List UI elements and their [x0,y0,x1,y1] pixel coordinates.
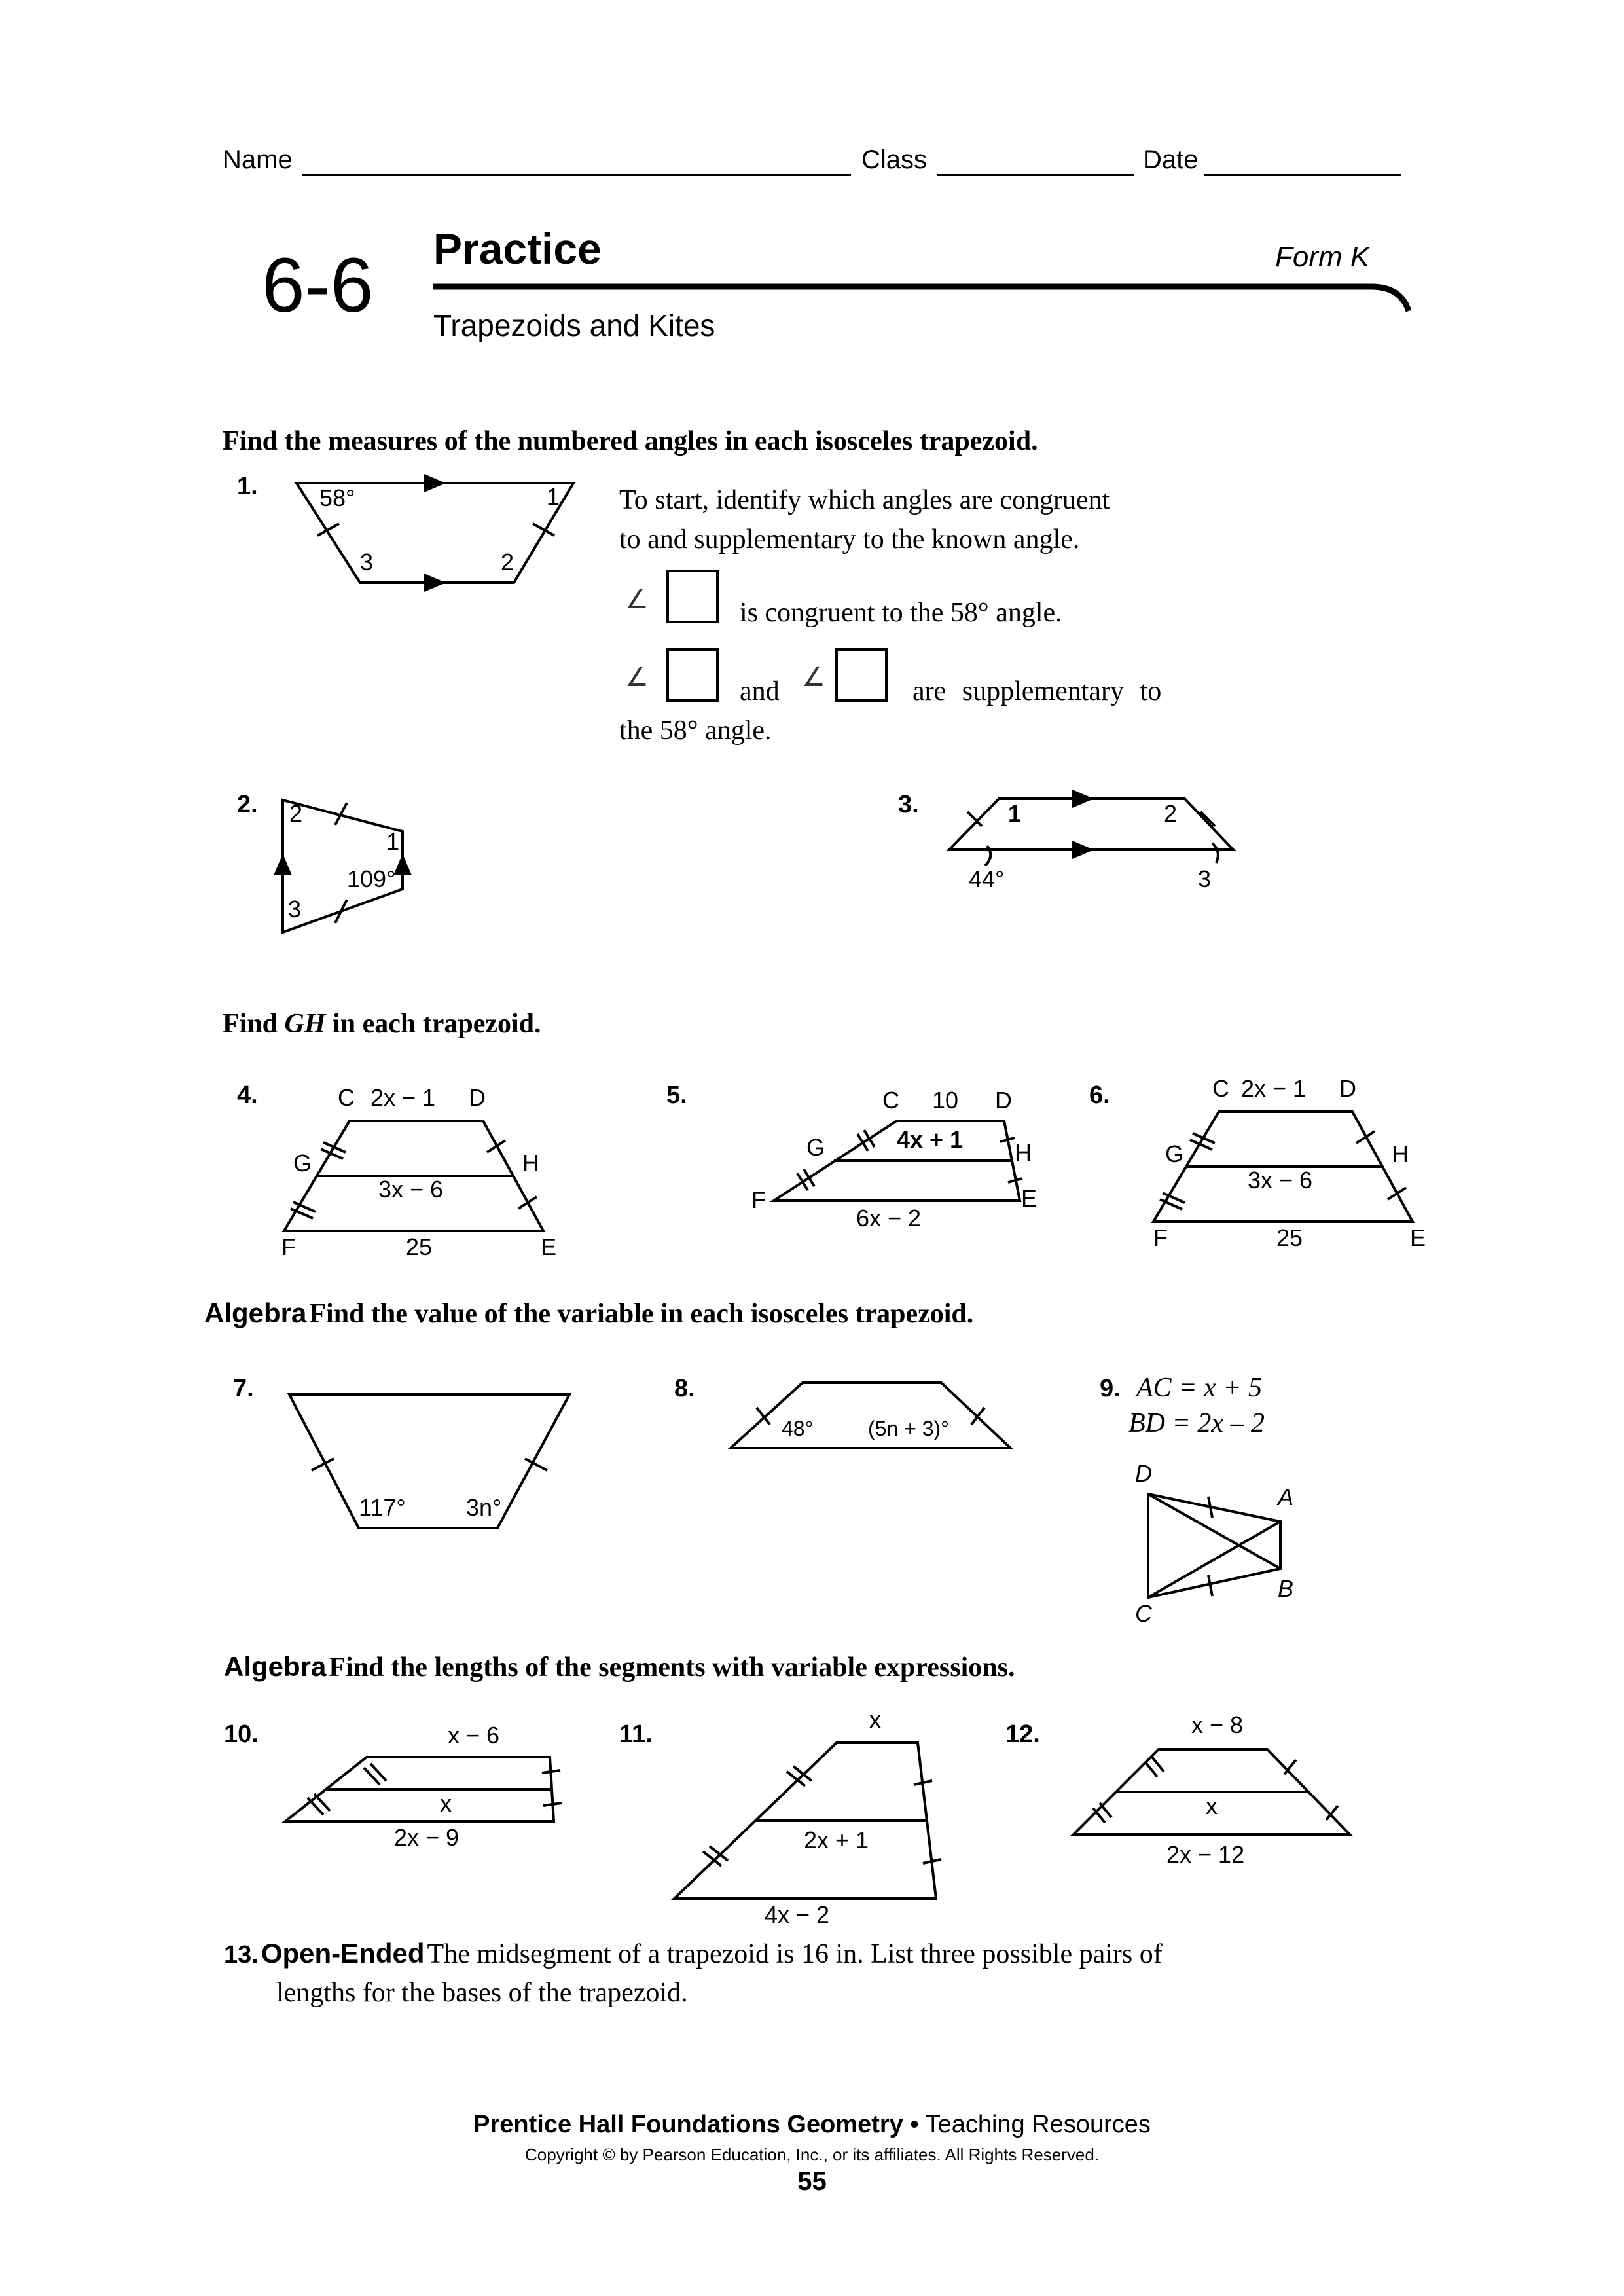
p3-number: 3. [898,791,919,818]
page-number: 55 [797,2167,827,2196]
section3-prefix: Algebra [204,1298,307,1328]
p3-label-2: 2 [1164,800,1178,827]
footer-book-title: Prentice Hall Foundations Geometry [473,2111,903,2138]
section2-instruction: Find GH in each trapezoid. [223,1009,541,1039]
p1-label-1: 1 [547,483,560,510]
name-label: Name [223,145,293,174]
angle-symbol-icon: ∠ [625,585,649,615]
p12-label-top: x − 8 [1191,1711,1244,1738]
p1-and-text: and [740,676,780,706]
footer-book-rest: Teaching Resources [925,2111,1151,2138]
p5-label-F: F [751,1186,766,1213]
p7-label-117: 117° [359,1494,406,1521]
section3-instruction: Find the value of the variable in each isosceles trapezoid. [309,1299,974,1329]
p12-label-bottom: 2x − 12 [1166,1841,1245,1868]
p5-label-H: H [1015,1139,1032,1166]
p1-label-58: 58° [319,484,355,511]
p1-supp-text2: the 58° angle. [619,716,772,746]
p12-number: 12. [1005,1721,1040,1748]
p4-label-F: F [281,1233,296,1260]
class-label: Class [861,145,928,174]
p4-label-mid: 3x − 6 [378,1176,444,1203]
p5-label-G: G [806,1134,825,1161]
p1-label-2: 2 [501,549,514,575]
form-label: Form K [1275,241,1370,273]
p3-label-3: 3 [1198,866,1212,892]
p11-number: 11. [619,1721,653,1748]
section1-instruction: Find the measures of the numbered angles in each isosceles trapezoid. [223,426,1038,456]
p2-label-109: 109° [347,866,396,892]
p6-label-F: F [1153,1224,1168,1251]
p8-label-5n3: (5n + 3)° [868,1417,949,1440]
p5-label-mid: 4x + 1 [897,1126,964,1153]
p5-label-top: 10 [932,1087,959,1114]
p6-label-mid: 3x − 6 [1248,1167,1313,1194]
p4-label-C: C [338,1084,355,1111]
p11-label-top: x [869,1706,881,1733]
p6-label-E: E [1410,1224,1426,1251]
p3-label-1: 1 [1008,800,1022,827]
p6-number: 6. [1089,1082,1110,1109]
p6-label-D: D [1339,1075,1356,1102]
p11-label-mid: 2x + 1 [804,1827,869,1853]
p4-number: 4. [237,1082,258,1109]
p9-eq1: AC = x + 5 [1136,1373,1262,1403]
p9-label-C: C [1135,1600,1152,1627]
p1-number: 1. [237,473,258,500]
p4-label-E: E [541,1233,557,1260]
p1-hint-line2: to and supplementary to the known angle. [619,524,1080,555]
p5-label-bottom: 6x − 2 [856,1205,922,1231]
p1-label-3: 3 [360,549,374,575]
footer-copyright: Copyright © by Pearson Education, Inc., or its affiliates. All Rights Reserved. [524,2145,1100,2164]
p4-label-H: H [522,1150,539,1176]
p7-label-3n: 3n° [466,1494,502,1521]
p8-label-48: 48° [782,1417,814,1440]
page-subtitle: Trapezoids and Kites [433,308,715,342]
angle-symbol-icon: ∠ [802,663,825,693]
p1-hint-line1: To start, identify which angles are congruent [619,485,1110,515]
footer-book [0,2111,1624,2139]
p3-label-44: 44° [969,866,1005,892]
p13-text1: The midsegment of a trapezoid is 16 in. List three possible pairs of [427,1939,1163,1969]
p13-text2: lengths for the bases of the trapezoid. [276,1978,688,2008]
p5-number: 5. [666,1082,687,1109]
p5-label-C: C [882,1087,899,1114]
p10-label-top: x − 6 [448,1722,500,1749]
p6-label-bottom: 25 [1276,1224,1303,1251]
p4-label-D: D [469,1084,486,1111]
p4-label-top: 2x − 1 [370,1084,436,1111]
p9-number: 9. [1100,1375,1121,1402]
lesson-number: 6-6 [262,242,374,329]
p9-label-B: B [1278,1575,1294,1602]
p6-label-G: G [1165,1140,1184,1167]
p10-number: 10. [224,1721,259,1748]
p13-line1 [224,1938,1163,1970]
p2-number: 2. [237,791,258,818]
p5-label-E: E [1021,1185,1038,1212]
footer-bullet: • [910,2111,919,2138]
p2-label-2: 2 [289,800,303,827]
section4-prefix: Algebra [224,1651,327,1682]
p9-label-D: D [1135,1460,1152,1487]
section4-instruction: Find the lengths of the segments with variable expressions. [329,1652,1015,1683]
page-title: Practice [433,225,602,273]
p6-label-C: C [1212,1075,1229,1102]
p4-label-G: G [293,1150,312,1176]
p4-label-bottom: 25 [406,1233,433,1260]
date-label: Date [1143,145,1199,174]
angle-symbol-icon: ∠ [625,663,649,693]
p2-label-3: 3 [288,896,302,922]
p7-number: 7. [233,1375,254,1402]
p9-eq2: BD = 2x – 2 [1128,1408,1265,1438]
p1-congruent-text: is congruent to the 58° angle. [740,598,1062,628]
p10-label-mid: x [440,1790,452,1817]
p13-prefix: Open-Ended [261,1938,425,1969]
p9-label-A: A [1278,1484,1294,1510]
p8-number: 8. [674,1375,695,1402]
p10-label-bottom: 2x − 9 [394,1824,460,1851]
p5-label-D: D [995,1087,1012,1114]
p11-label-bottom: 4x − 2 [765,1901,830,1928]
p6-label-top: 2x − 1 [1241,1075,1307,1102]
p12-label-mid: x [1206,1793,1218,1819]
p1-supp-text: are supplementary to [912,676,1162,706]
p13-number: 13. [224,1941,259,1969]
p2-label-1: 1 [386,828,400,855]
p6-label-H: H [1392,1140,1409,1167]
